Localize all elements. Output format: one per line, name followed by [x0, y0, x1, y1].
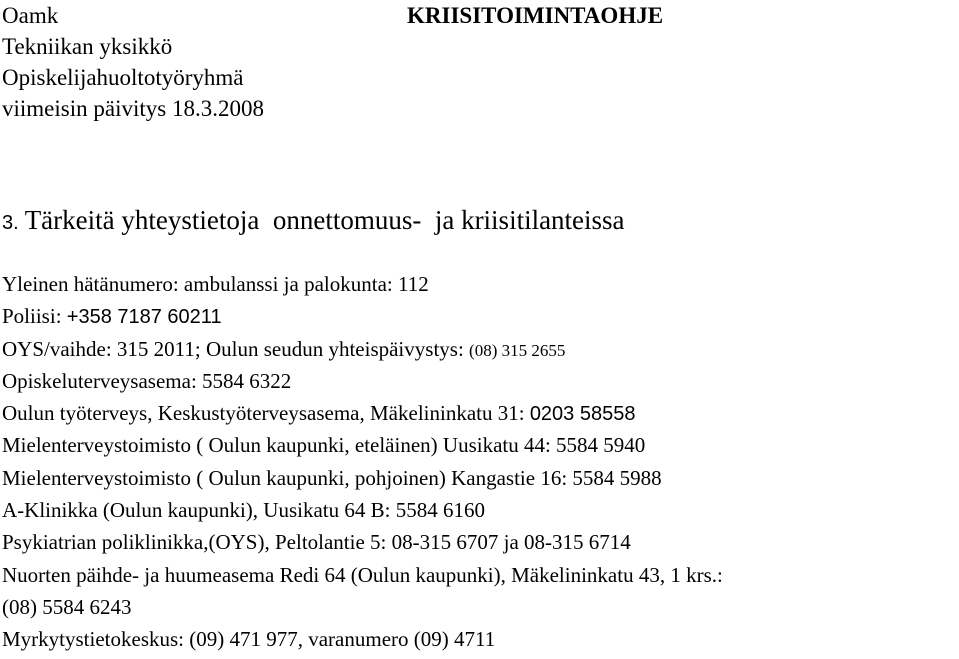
- oys-text: OYS/vaihde: 315 2011; Oulun seudun yhteispäivystys:: [2, 336, 470, 361]
- contact-psychiatric-clinic: Psykiatrian poliklinikka,(OYS), Peltolantie 5: 08-315 6707 ja 08-315 6714: [2, 530, 631, 555]
- section-number: 3.: [2, 212, 19, 234]
- contact-occupational-health: [2, 397, 957, 429]
- occupational-text: Oulun työterveys, Keskustyöterveysasema, Mäkelininkatu 31:: [2, 401, 530, 426]
- occupational-number: 0203 58558: [529, 403, 636, 426]
- organization-info: [2, 0, 264, 124]
- contact-mental-health-south: Mielenterveystoimisto ( Oulun kaupunki, eteläinen) Uusikatu 44: 5584 5940: [2, 433, 646, 458]
- contact-student-health: Opiskeluterveysasema: 5584 6322: [2, 368, 292, 393]
- police-label: Poliisi:: [2, 304, 67, 329]
- oys-emergency-number: (08) 315 2655: [469, 340, 566, 360]
- contact-mental-health-north: Mielenterveystoimisto ( Oulun kaupunki, pohjoinen) Kangastie 16: 5584 5988: [2, 465, 662, 490]
- contact-a-clinic: A-Klinikka (Oulun kaupunki), Uusikatu 64 B: 5584 6160: [2, 498, 485, 523]
- unit-name: Tekniikan yksikkö: [2, 34, 173, 59]
- organization-name: Oamk: [2, 3, 59, 28]
- last-updated: viimeisin päivitys 18.3.2008: [2, 96, 264, 121]
- contact-emergency: Yleinen hätänumero: ambulanssi ja palokunta: 112: [2, 272, 429, 296]
- section-heading: [2, 202, 625, 241]
- section-title-text: Tärkeitä yhteystietoja onnettomuus- ja kriisitilanteissa: [24, 205, 625, 235]
- contact-poison-info: Myrkytystietokeskus: (09) 471 977, varanumero (09) 4711: [2, 627, 496, 652]
- contact-oys: [2, 333, 957, 365]
- contact-youth-substance-line2: (08) 5584 6243: [2, 594, 132, 619]
- document-type-title: KRIISITOIMINTAOHJE: [407, 3, 664, 28]
- contact-list: [2, 268, 957, 656]
- workgroup-name: Opiskelijahuoltotyöryhmä: [2, 65, 244, 90]
- contact-police: [2, 300, 957, 332]
- contact-youth-substance-line1: Nuorten päihde- ja huumeasema Redi 64 (Oulun kaupunki), Mäkelininkatu 43, 1 krs.:: [2, 562, 723, 587]
- police-number: +358 7187 60211: [66, 306, 222, 329]
- document-header: [2, 0, 957, 130]
